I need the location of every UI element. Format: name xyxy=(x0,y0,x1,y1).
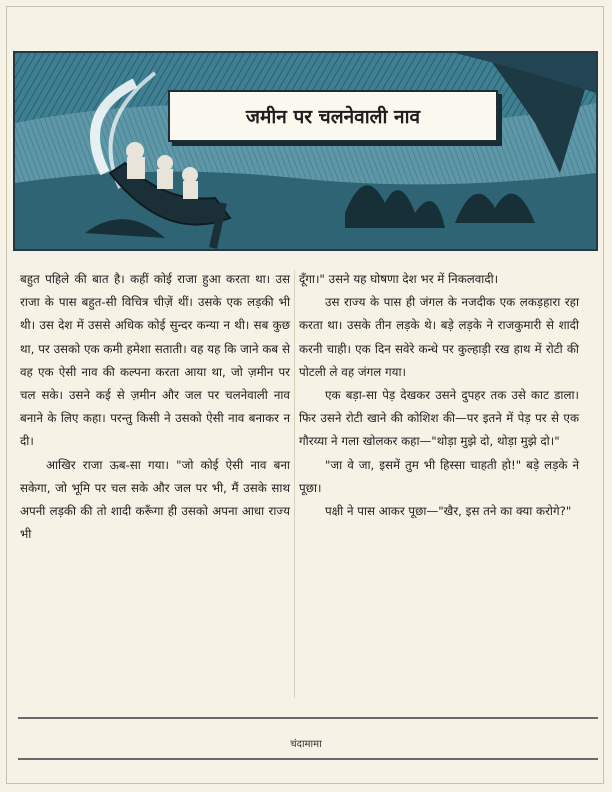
left-column xyxy=(20,268,290,546)
paragraph: उस राज्य के पास ही जंगल के नजदीक एक लकड़हारा रहा करता था। उसके तीन लड़के थे। बड़े लड़के ने राजकुमारी से शादी करनी चाही। एक दिन सवेरे कन्धे पर कुल्हाड़ी रख हाथ में रोटी की पोटली ले वह जंगल गया। xyxy=(299,295,579,379)
paragraph: बहुत पहिले की बात है। कहीं कोई राजा हुआ करता था। उस राजा के पास बहुत-सी विचित्र चीज़ें थीं। उसके एक लड़की भी थी। उस देश में उससे अधिक कोई सुन्दर कन्या न थी। सब कुछ था, पर उसको एक कमी हमेशा सताती। वह यह कि जाने कब से वह एक ऐसी नाव की कल्पना करता आया था, जो ज़मीन पर चल सके। उसने कई से ज़मीन और जल पर चलनेवाली नाव बनाने के लिए कहा। परन्तु किसी ने उसको ऐसी नाव बनाकर न दी। xyxy=(20,272,290,449)
paragraph: एक बड़ा-सा पेड़ देखकर उसने दुपहर तक उसे काट डाला। फिर उसने रोटी खाने की कोशिश की—पर इतने में पेड़ पर से एक गौरय्या ने गला खोलकर कहा—"थोड़ा मुझे दो, थोड़ा मुझे दो।" xyxy=(299,388,579,449)
footer-label: चंदामामा xyxy=(290,739,322,750)
column-divider xyxy=(294,270,295,698)
header-illustration xyxy=(13,51,598,251)
story-title-box xyxy=(168,90,498,142)
story-title: जमीन पर चलनेवाली नाव xyxy=(245,106,421,128)
right-column xyxy=(299,268,579,523)
footer-rule-bottom xyxy=(18,758,598,760)
paragraph: पक्षी ने पास आकर पूछा—"खैर, इस तने का क्या करोगे?" xyxy=(325,504,572,519)
paragraph: "जा वे जा, इसमें तुम भी हिस्सा चाहती हो!" बड़े लड़के ने पूछा। xyxy=(299,457,579,495)
paragraph: दूँगा।" उसने यह घोषणा देश भर में निकलवादी। xyxy=(299,272,499,286)
footer-rule-top xyxy=(18,717,598,719)
paragraph: आखिर राजा ऊब-सा गया। "जो कोई ऐसी नाव बना सकेगा, जो भूमि पर चल सके और जल पर भी, मैं उसके साथ अपनी लड़की की तो शादी करूँगा ही उसको अपना आधा राज्य भी xyxy=(20,457,290,542)
boat-on-land-illustration xyxy=(15,53,596,249)
